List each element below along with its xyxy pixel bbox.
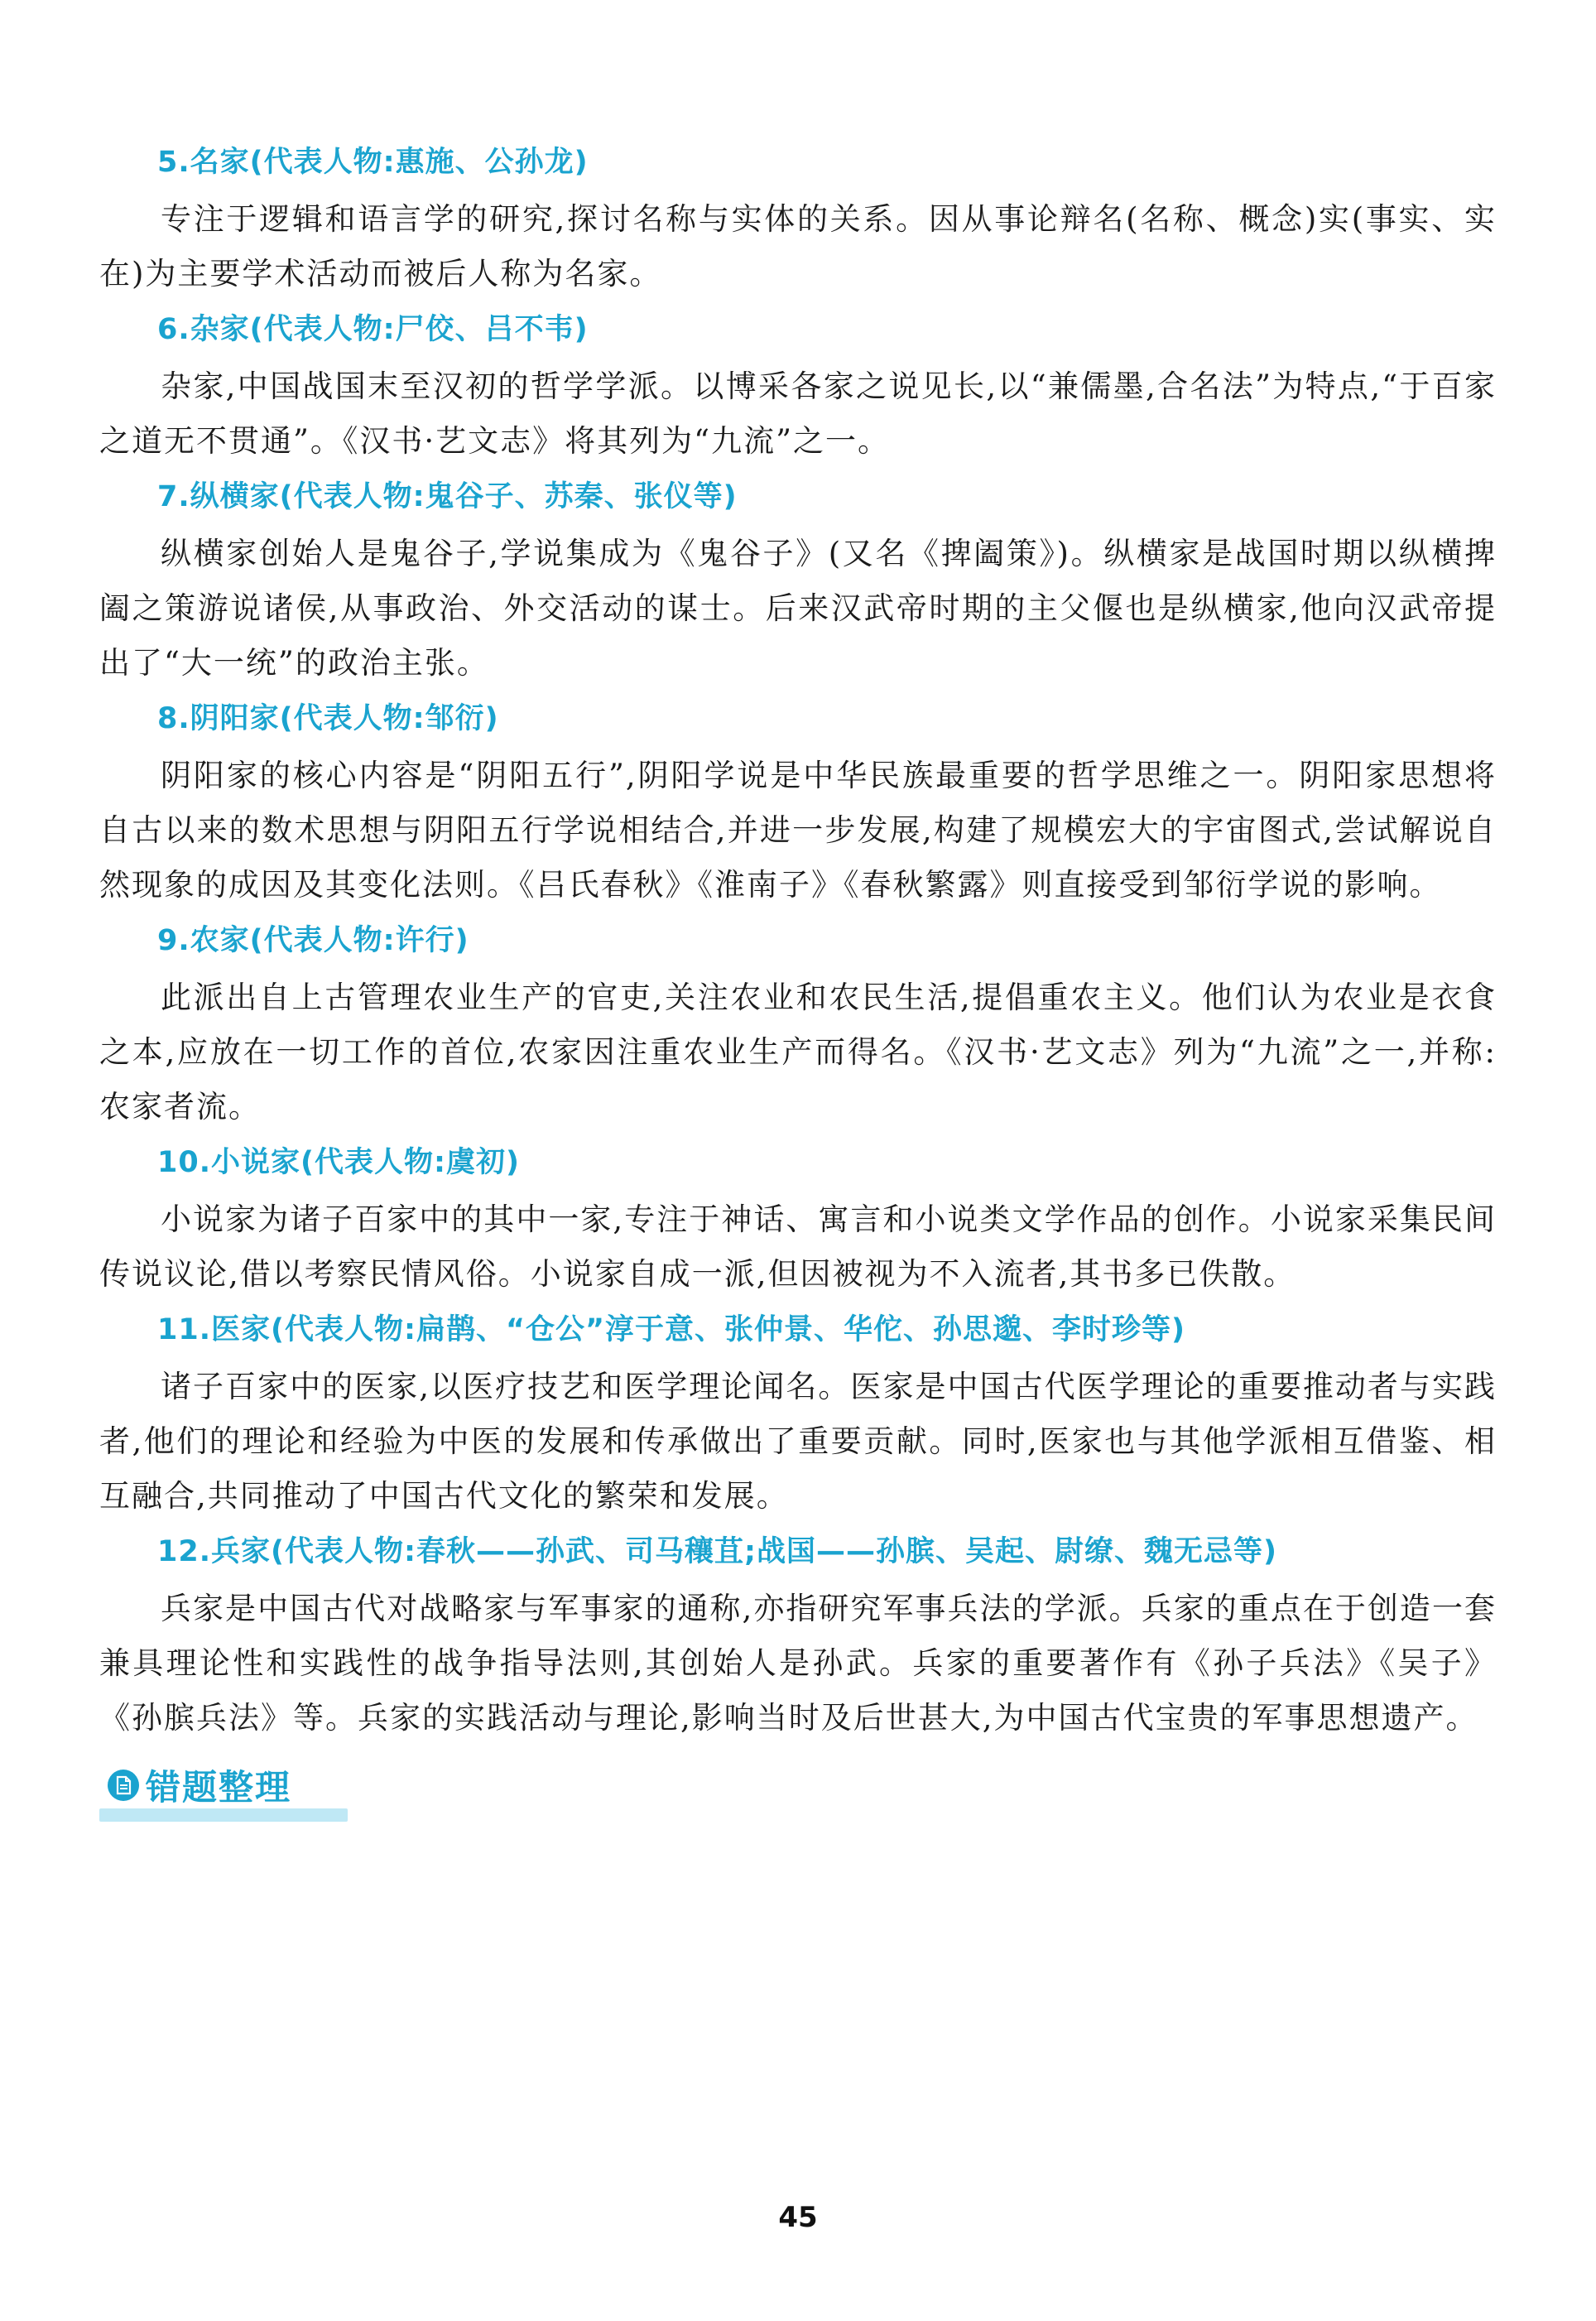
section-heading: 11.医家(代表人物:扁鹊、“仓公”淳于意、张仲景、华佗、孙思邈、李时珍等) [157, 1313, 1185, 1346]
page-number: 45 [778, 2201, 818, 2234]
section-nongjia [99, 919, 1497, 1134]
section-body: 兵家是中国古代对战略家与军事家的通称,亦指研究军事兵法的学派。兵家的重点在于创造一套兼具理论性和实践性的战争指导法则,其创始人是孙武。兵家的重要著作有《孙子兵法》《吴子》《孙膑兵法》等。兵家的实践活动与理论,影响当时及后世甚大,为中国古代宝贵的军事思想遗产。 [99, 1591, 1497, 1736]
section-mingjia [99, 141, 1497, 301]
section-body: 专注于逻辑和语言学的研究,探讨名称与实体的关系。因从事论辩名(名称、概念)实(事实、实在)为主要学术活动而被后人称为名家。 [99, 201, 1497, 291]
section-heading: 9.农家(代表人物:许行) [157, 924, 469, 957]
section-body: 小说家为诸子百家中的其中一家,专注于神话、寓言和小说类文学作品的创作。小说家采集民间传说议论,借以考察民情风俗。小说家自成一派,但因被视为不入流者,其书多已佚散。 [99, 1201, 1497, 1292]
section-xiaoshuojia [99, 1141, 1497, 1302]
section-heading: 12.兵家(代表人物:春秋——孙武、司马穰苴;战国——孙膑、吴起、尉缭、魏无忌等) [157, 1535, 1277, 1568]
section-body: 杂家,中国战国末至汉初的哲学学派。以博采各家之说见长,以“兼儒墨,合名法”为特点,“于百家之道无不贯通”。《汉书·艺文志》将其列为“九流”之一。 [99, 368, 1497, 459]
section-bingjia [99, 1530, 1497, 1746]
badge-underline [99, 1808, 348, 1822]
section-body: 诸子百家中的医家,以医疗技艺和医学理论闻名。医家是中国古代医学理论的重要推动者与实践者,他们的理论和经验为中医的发展和传承做出了重要贡献。同时,医家也与其他学派相互借鉴、相互融合,共同推动了中国古代文化的繁荣和发展。 [99, 1369, 1497, 1514]
badge-content [99, 1760, 300, 1810]
badge-label: 错题整理 [146, 1767, 292, 1808]
section-heading: 6.杂家(代表人物:尸佼、吕不韦) [157, 313, 589, 346]
section-zajia [99, 308, 1497, 469]
section-body: 纵横家创始人是鬼谷子,学说集成为《鬼谷子》(又名《捭阖策》)。纵横家是战国时期以纵横捭阖之策游说诸侯,从事政治、外交活动的谋士。后来汉武帝时期的主父偃也是纵横家,他向汉武帝提出了“大一统”的政治主张。 [99, 536, 1497, 681]
section-yijia [99, 1308, 1497, 1524]
section-zonghengjia [99, 475, 1497, 691]
section-yinyangjia [99, 697, 1497, 913]
document-icon [108, 1770, 139, 1801]
error-review-badge [99, 1760, 348, 1822]
section-heading: 10.小说家(代表人物:虞初) [157, 1146, 520, 1179]
section-heading: 7.纵横家(代表人物:鬼谷子、苏秦、张仪等) [157, 480, 738, 513]
section-body: 阴阳家的核心内容是“阴阳五行”,阴阳学说是中华民族最重要的哲学思维之一。阴阳家思想将自古以来的数术思想与阴阳五行学说相结合,并进一步发展,构建了规模宏大的宇宙图式,尝试解说自然现象的成因及其变化法则。《吕氏春秋》《淮南子》《春秋繁露》则直接受到邹衍学说的影响。 [99, 758, 1497, 903]
section-body: 此派出自上古管理农业生产的官吏,关注农业和农民生活,提倡重农主义。他们认为农业是衣食之本,应放在一切工作的首位,农家因注重农业生产而得名。《汉书·艺文志》列为“九流”之一,并称:农家者流。 [99, 980, 1497, 1124]
section-heading: 8.阴阳家(代表人物:邹衍) [157, 702, 499, 735]
section-heading: 5.名家(代表人物:惠施、公孙龙) [157, 146, 589, 179]
